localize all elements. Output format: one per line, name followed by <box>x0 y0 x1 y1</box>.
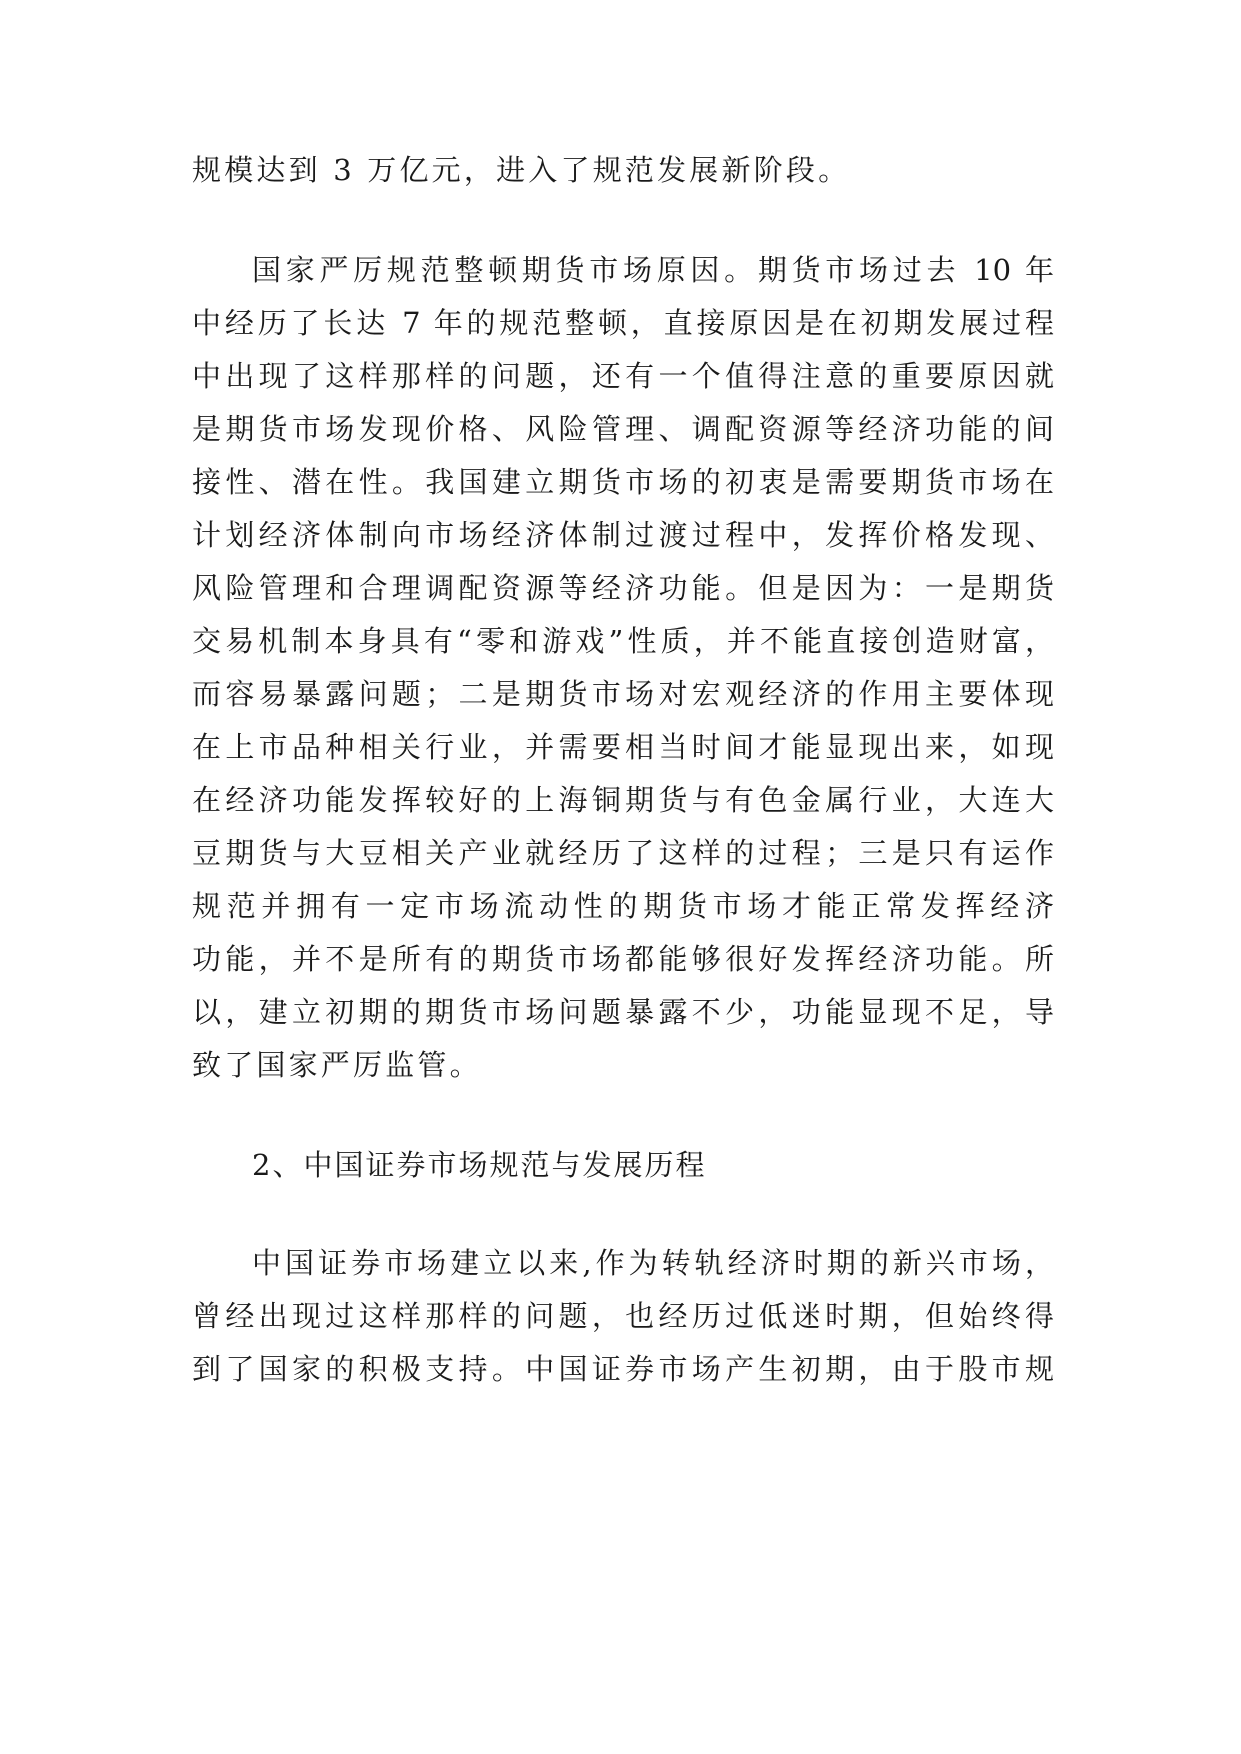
paragraph-2-line-10: 在上市品种相关行业，并需要相当时间才能显现出来，如现 <box>192 730 1054 764</box>
paragraph-2-line-4: 是期货市场发现价格、风险管理、调配资源等经济功能的间 <box>192 412 1054 446</box>
paragraph-2-line-2: 中经历了长达 7 年的规范整顿，直接原因是在初期发展过程 <box>192 306 1054 340</box>
paragraph-2-line-15: 以，建立初期的期货市场问题暴露不少，功能显现不足，导 <box>192 995 1054 1029</box>
paragraph-2-line-14: 功能，并不是所有的期货市场都能够很好发挥经济功能。所 <box>192 942 1054 976</box>
paragraph-1-line-1: 规模达到 3 万亿元，进入了规范发展新阶段。 <box>192 153 851 187</box>
paragraph-3-line-3: 到了国家的积极支持。中国证券市场产生初期，由于股市规 <box>192 1352 1054 1386</box>
paragraph-2-line-1: 国家严厉规范整顿期货市场原因。期货市场过去 10 年 <box>252 253 1054 287</box>
paragraph-3-line-1: 中国证券市场建立以来,作为转轨经济时期的新兴市场， <box>252 1246 1054 1280</box>
paragraph-2-line-5: 接性、潜在性。我国建立期货市场的初衷是需要期货市场在 <box>192 465 1054 499</box>
paragraph-2-line-8: 交易机制本身具有“零和游戏”性质，并不能直接创造财富， <box>192 624 1054 658</box>
paragraph-2-line-3: 中出现了这样那样的问题，还有一个值得注意的重要原因就 <box>192 359 1054 393</box>
paragraph-2-line-11: 在经济功能发挥较好的上海铜期货与有色金属行业，大连大 <box>192 783 1054 817</box>
paragraph-2-line-12: 豆期货与大豆相关产业就经历了这样的过程；三是只有运作 <box>192 836 1054 870</box>
paragraph-2-line-9: 而容易暴露问题；二是期货市场对宏观经济的作用主要体现 <box>192 677 1054 711</box>
section-heading: 2、中国证券市场规范与发展历程 <box>252 1148 707 1182</box>
paragraph-2-line-16: 致了国家严厉监管。 <box>192 1048 482 1082</box>
paragraph-2-line-13: 规范并拥有一定市场流动性的期货市场才能正常发挥经济 <box>192 889 1054 923</box>
paragraph-2-line-7: 风险管理和合理调配资源等经济功能。但是因为：一是期货 <box>192 571 1054 605</box>
paragraph-2-line-6: 计划经济体制向市场经济体制过渡过程中，发挥价格发现、 <box>192 518 1054 552</box>
paragraph-3-line-2: 曾经出现过这样那样的问题，也经历过低迷时期，但始终得 <box>192 1299 1054 1333</box>
